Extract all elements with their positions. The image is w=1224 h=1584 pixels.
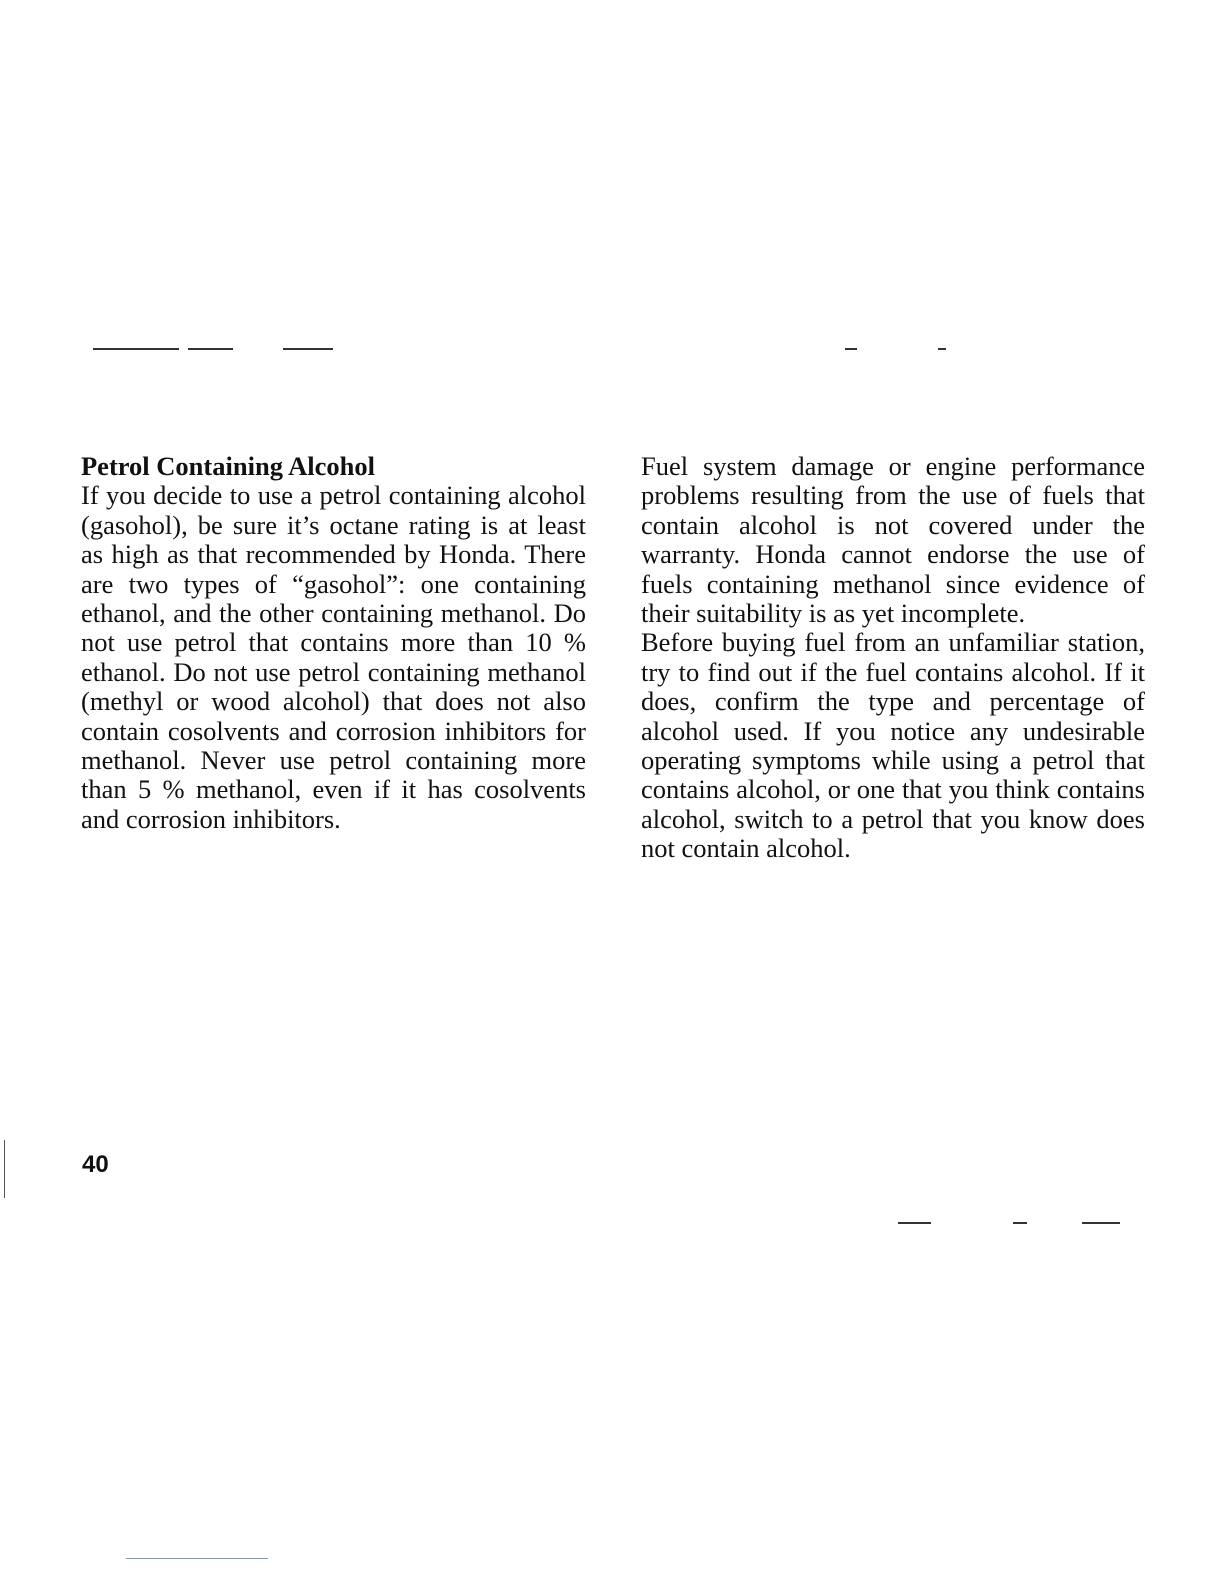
section-heading: Petrol Containing Alcohol (81, 451, 375, 481)
left-paragraph: If you decide to use a petrol containing alcohol (gasohol), be sure it’s octane rating is at least as high as that recommended by Honda. There are two types of “gasohol”: one containing ethanol, and the other containing methanol. Do not use petrol that contains more than 10 % ethanol. Do not use petrol containing methanol (methyl or wood alcohol) that does not also contain cosolvents and corrosion inhibitors for methanol. Never use petrol containing more than 5 % methanol, even if it has cosolvents and corrosion inhibitors. (81, 480, 586, 834)
right-paragraph-buying-fuel: Before buying fuel from an unfamiliar station, try to find out if the fuel contains alcohol. If it does, confirm the type and percentage of alcohol used. If you notice any undesirable operating symptoms while using a petrol that contains alcohol, or one that you think contains alcohol, switch to a petrol that you know does not contain alcohol. (641, 627, 1145, 864)
right-column (641, 452, 1145, 864)
bottom-rule (126, 1558, 268, 1559)
page-edge-line (4, 1140, 5, 1198)
scan-artifact-line (845, 348, 857, 350)
scan-artifact-line (898, 1222, 931, 1224)
scan-artifact-line (1082, 1222, 1120, 1224)
page-number: 40 (82, 1151, 109, 1178)
scan-artifact-line (93, 348, 179, 350)
scan-artifact-line (1013, 1222, 1027, 1224)
scan-artifact-line (938, 348, 946, 350)
left-column (81, 452, 586, 834)
right-paragraph-warranty: Fuel system damage or engine performance problems resulting from the use of fuels that contain alcohol is not covered under the warranty. Honda cannot endorse the use of fuels containing methanol since evidence of their suitability is as yet incomplete. (641, 451, 1145, 629)
scan-artifact-line (283, 348, 333, 350)
scan-artifact-line (188, 348, 233, 350)
